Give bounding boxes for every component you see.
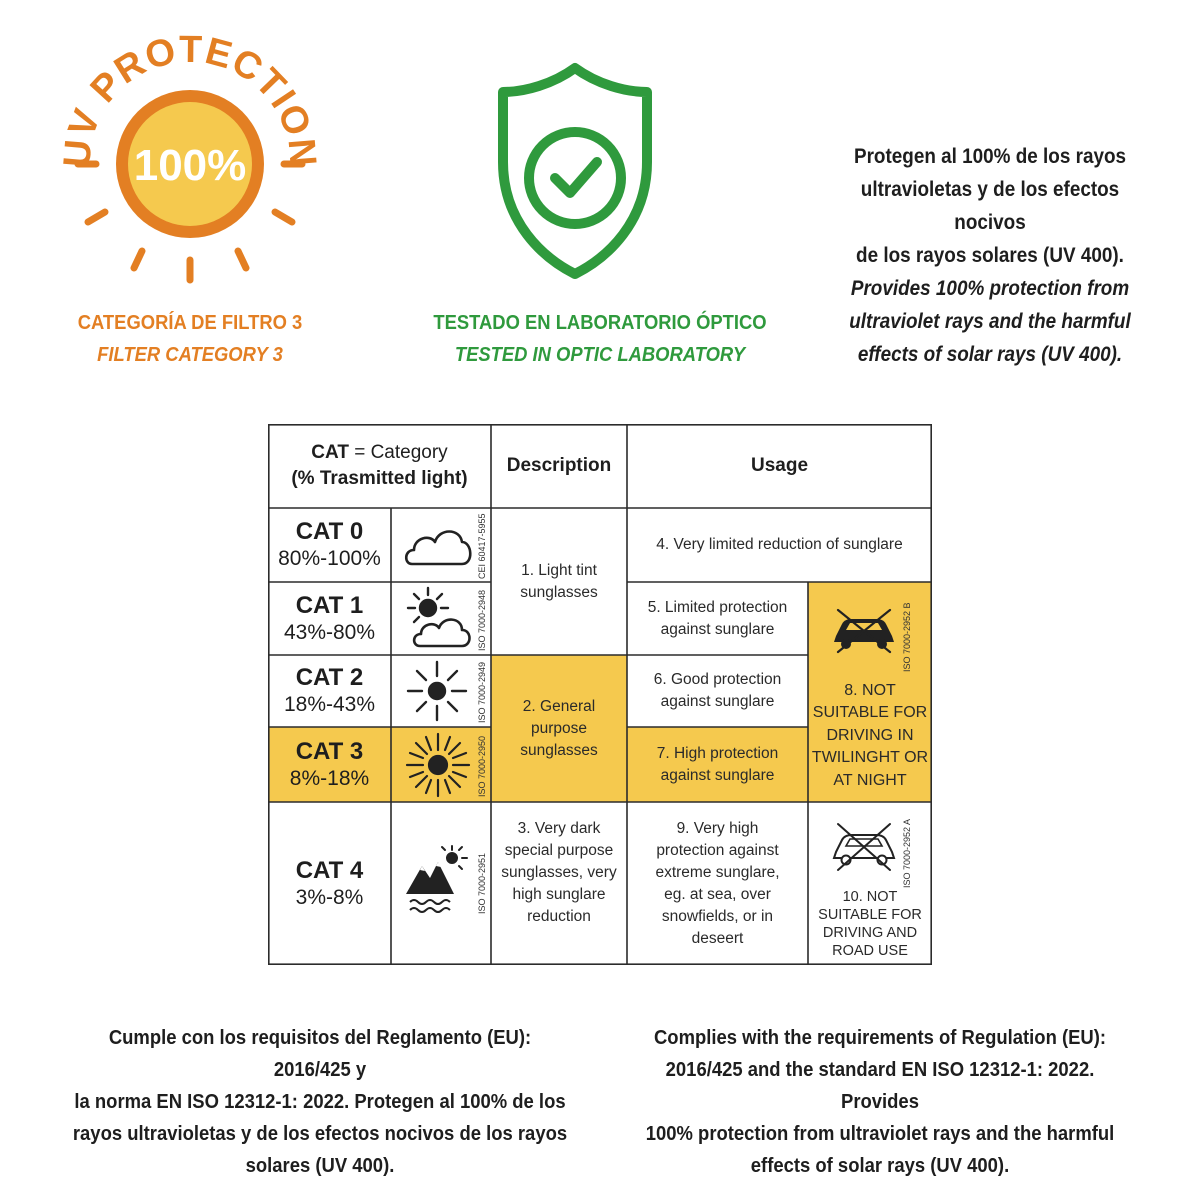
usage-line: snowfields, or in <box>661 907 774 925</box>
usage-line: 5. Limited protection <box>647 598 788 616</box>
regulation-text-es <box>68 1022 572 1182</box>
desc-line: 3. Very dark <box>517 820 601 837</box>
sun-icon <box>56 28 324 300</box>
uv-protection-badge <box>56 28 324 300</box>
cat-name: CAT 3 <box>295 737 364 765</box>
cat4-cell <box>268 802 391 965</box>
usage-8 <box>808 678 932 794</box>
usage-line: protection against <box>656 841 779 859</box>
regulation-text-line: la norma EN ISO 12312-1: 2022. Protegen al 100% de los <box>74 1090 566 1113</box>
usage-10 <box>808 886 932 962</box>
usage-line: 9. Very high <box>676 819 759 837</box>
usage-4: 4. Very limited reduction of sunglare <box>656 536 903 553</box>
cat-range: 8%-18% <box>289 766 370 790</box>
usage-9 <box>627 802 808 965</box>
regulation-text-line: Cumple con los requisitos del Reglamento (EU): 2016/425 y <box>108 1026 532 1081</box>
usage-line: 6. Good protection <box>653 671 782 688</box>
usage-line: 8. NOT <box>844 681 896 699</box>
shield-check-icon <box>495 62 655 280</box>
usage-line: 7. High protection <box>656 744 779 762</box>
cat-name: CAT 4 <box>295 856 364 884</box>
usage-line: SUITABLE FOR <box>812 704 928 722</box>
regulation-text-line: rayos ultravioletas y de los efectos nocivos de los rayos <box>72 1122 568 1145</box>
cat-range: 80%-100% <box>278 547 381 570</box>
iso-label: ISO 7000-2948 <box>477 589 487 651</box>
sun-behind-cloud-icon <box>402 586 474 652</box>
no-driving-car-icon <box>828 606 900 654</box>
uv-arc-textpath: UV PROTECTION <box>56 28 324 169</box>
protection-text-es-line: de los rayos solares (UV 400). <box>856 244 1124 267</box>
usage-line: DRIVING AND <box>822 925 918 941</box>
desc-line: sunglasses <box>520 741 598 759</box>
description-general-purpose <box>491 655 627 802</box>
desc-line: purpose <box>530 719 587 737</box>
desc-line: 2. General <box>522 697 596 715</box>
header-description: Description <box>506 455 612 476</box>
usage-line: extreme sunglare, <box>655 863 780 881</box>
desc-line: 1. Light tint <box>521 562 597 579</box>
protection-text-es-line: ultravioletas y de los efectos nocivos <box>860 178 1120 234</box>
usage-line: 10. NOT <box>842 889 898 905</box>
usage-7 <box>627 727 808 802</box>
cat0-cell <box>268 508 391 582</box>
cat-range: 18%-43% <box>283 693 376 716</box>
header-cat-prefix: CAT <box>311 442 349 463</box>
description-light-tint <box>491 508 627 655</box>
iso-label: ISO 7000-2951 <box>477 852 487 914</box>
header-cat-suffix: = Category <box>348 442 448 463</box>
usage-5 <box>627 582 808 655</box>
desc-line: sunglasses <box>520 584 598 601</box>
protection-text-en-line: ultraviolet rays and the harmful <box>849 310 1131 333</box>
filter-category-table <box>268 424 932 965</box>
iso-label: ISO 7000-2949 <box>477 661 487 723</box>
header-category <box>268 424 491 508</box>
protection-text-en-line: Provides 100% protection from <box>850 277 1130 300</box>
desc-line: reduction <box>527 908 591 925</box>
filter-category-caption-en: FILTER CATEGORY 3 <box>97 344 283 366</box>
bright-sun-icon <box>404 731 472 799</box>
cat-range: 43%-80% <box>283 620 376 644</box>
usage-line: against sunglare <box>660 620 775 638</box>
cat-name: CAT 0 <box>295 518 364 545</box>
protection-text-es-line: Protegen al 100% de los rayos <box>853 145 1127 168</box>
cat3-cell <box>268 727 391 802</box>
usage-line: AT NIGHT <box>833 771 907 789</box>
sun-icon <box>404 658 470 724</box>
desc-line: special purpose <box>504 842 614 859</box>
protection-text-en <box>828 272 1152 371</box>
usage-line: deseert <box>691 929 744 947</box>
usage-line: TWILINGHT OR <box>811 749 929 767</box>
cat-name: CAT 2 <box>295 664 364 691</box>
iso-label: CEI 60417-5955 <box>477 513 487 579</box>
regulation-text-en <box>628 1022 1132 1182</box>
usage-line: against sunglare <box>660 766 775 784</box>
cloud-icon <box>402 520 474 572</box>
cat1-cell <box>268 582 391 655</box>
mountain-sun-water-icon <box>404 844 470 918</box>
usage-line: ROAD USE <box>832 943 908 959</box>
cat2-cell <box>268 655 391 727</box>
desc-line: high sunglare <box>512 886 606 903</box>
regulation-text-line: 100% protection from ultraviolet rays and the harmful <box>645 1122 1115 1145</box>
usage-line: SUITABLE FOR <box>818 907 922 923</box>
lab-caption-es: TESTADO EN LABORATORIO ÓPTICO <box>433 312 767 334</box>
regulation-text-line: solares (UV 400). <box>245 1154 395 1177</box>
regulation-text-line: Complies with the requirements of Regulation (EU): <box>653 1026 1107 1049</box>
header-usage: Usage <box>750 455 809 476</box>
iso-label: ISO 7000-2952 A <box>902 818 912 888</box>
usage-line: against sunglare <box>660 693 775 710</box>
regulation-text-line: effects of solar rays (UV 400). <box>750 1154 1010 1177</box>
filter-category-caption-es: CATEGORÍA DE FILTRO 3 <box>77 312 303 334</box>
usage-line: DRIVING IN <box>826 726 914 744</box>
header-trans-light: (% Trasmitted light) <box>291 468 468 489</box>
protection-text-en-line: effects of solar rays (UV 400). <box>857 343 1123 366</box>
iso-label: ISO 7000-2950 <box>477 735 487 797</box>
usage-6 <box>627 655 808 727</box>
lab-caption-en: TESTED IN OPTIC LABORATORY <box>454 344 746 366</box>
usage-line: eg. at sea, over <box>664 885 771 903</box>
cat-range: 3%-8% <box>295 885 364 909</box>
cat-name: CAT 1 <box>295 591 364 619</box>
uv-percent: 100% <box>133 141 247 190</box>
protection-text-es <box>828 140 1152 272</box>
iso-label: ISO 7000-2952 B <box>902 602 912 672</box>
no-driving-car-outline-icon <box>828 818 900 874</box>
desc-line: sunglasses, very <box>501 864 617 881</box>
regulation-text-line: 2016/425 and the standard EN ISO 12312-1: 2022. Provides <box>665 1058 1095 1113</box>
description-very-dark <box>491 802 627 965</box>
